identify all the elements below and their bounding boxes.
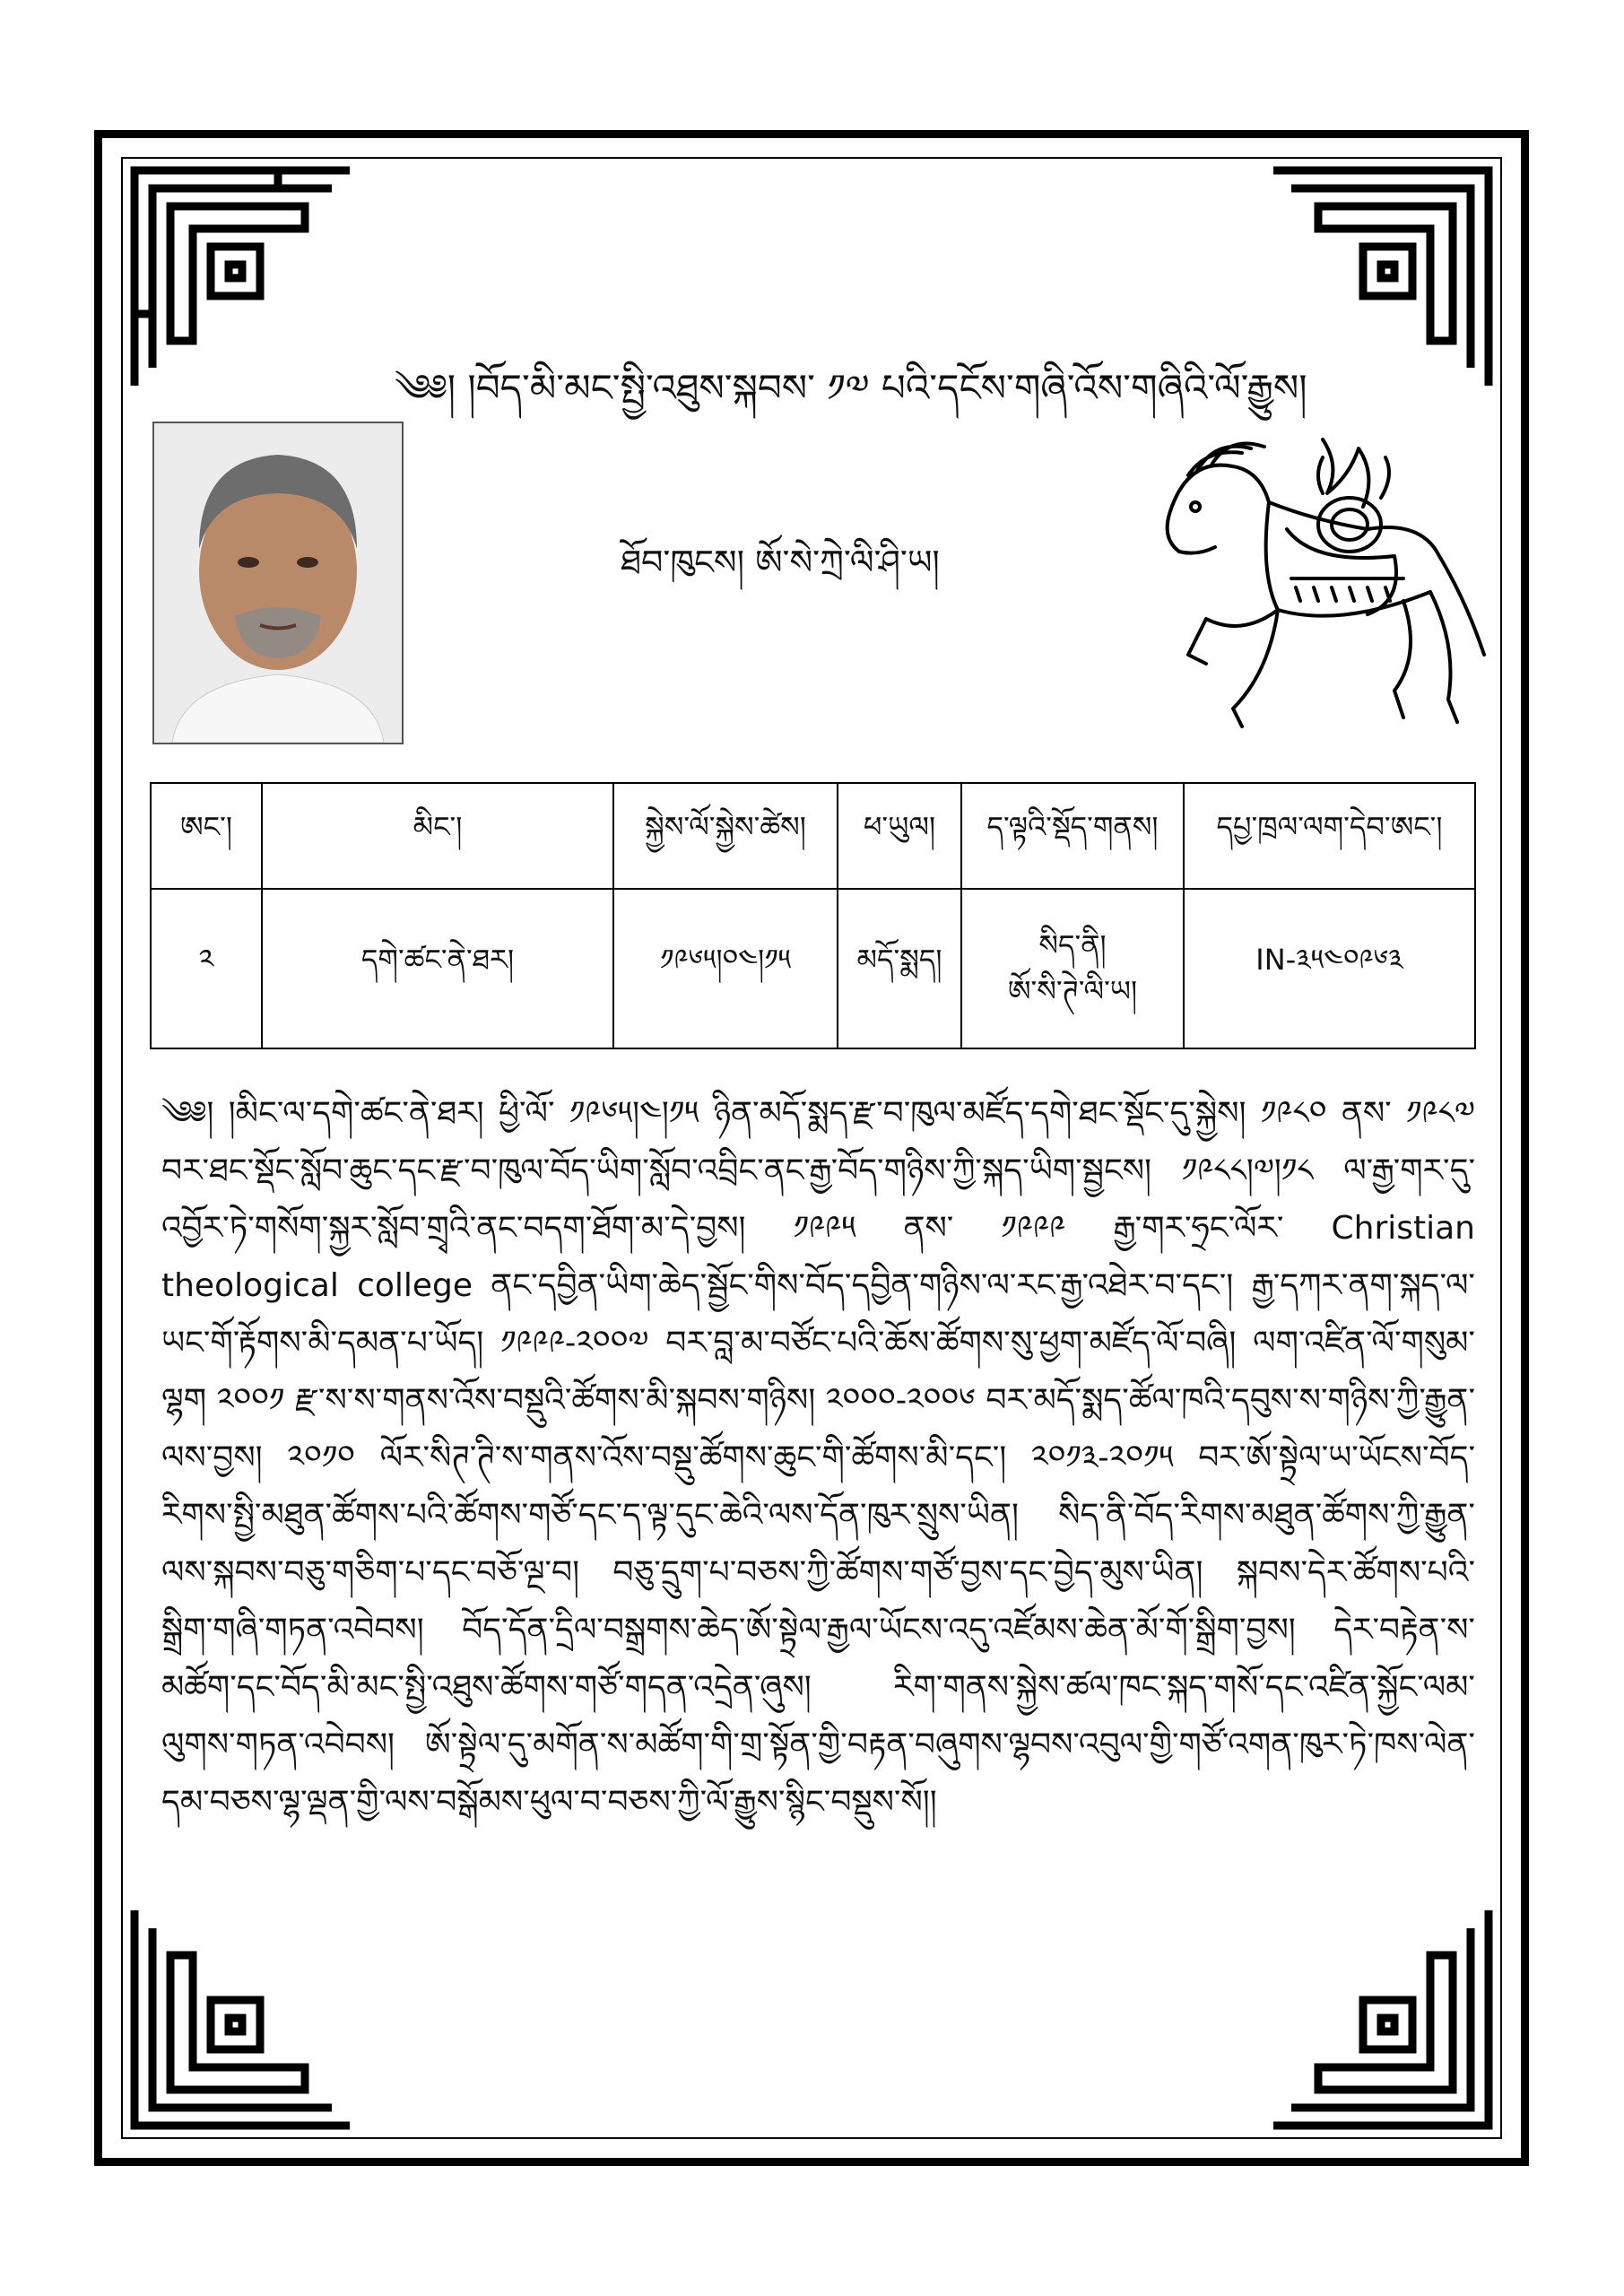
- candidate-photo: [152, 422, 404, 744]
- wind-horse-emblem: [1134, 422, 1493, 744]
- cell-residence: [961, 889, 1184, 1048]
- corner-ornament-bottom-right: [1264, 1901, 1498, 2135]
- biography-english-term: Christian theological college: [161, 1210, 1475, 1304]
- biography-text: [161, 1085, 1475, 1831]
- residence-country: ཨོ་སི་ཊེ་ལི་ཡ།: [1007, 974, 1138, 1008]
- cell-birthplace: མདོ་སྨད།: [838, 889, 961, 1048]
- constituency-line: ཐོབ་ཁུངས། ཨོ་སེ་ཀྲེ་ལི་ཤི་ཡ།: [621, 543, 940, 582]
- header-book-number: དཔྱ་ཁྲལ་ལག་དེབ་ཨང་།: [1184, 783, 1475, 889]
- cell-number: ༢: [151, 889, 262, 1048]
- biography-part-1: ༄༅། །མིང་ལ་དགེ་ཚང་ནེ་ཐར། ཕྱི་ལོ་ ༡༩༦༥།༤།༡༥ ཉིན་མདོ་སྨད་རྫ་བ་ཁུལ་མཛོད་དགེ་ཐང་སྡོང་དུ་སྐྱེས། ༡༩༨༠ ནས་ ༡༩༨༧ བར་ཐང་སྡོང་སློབ་ཆུང་དང་རྫ་བ་ཁུལ་བོད་ཡིག་སློབ་འབྲིང་ནང་རྒྱ་བོད་གཉིས་ཀྱི་སྐད་ཡིག་སྦྱངས། ༡༩༨༨།༧།༡༨ ལ་རྒྱ་གར་དུ་འབྱོར་ཏེ་གསོག་སྐྱར་སློབ་གྲྭའི་ནང་བདག་ཐོག་མ་དེ་བྱས། ༡༩༩༥ ནས་ ༡༩༩༩ རྒྱ་གར་ཧྲང་ལོར་: [161, 1095, 1475, 1247]
- header-birthplace: ཕ་ཡུལ།: [838, 783, 961, 889]
- header-birth-date: སྐྱེས་ལོ་སྐྱེས་ཚེས།: [613, 783, 838, 889]
- corner-ornament-top-left: [126, 161, 359, 395]
- cell-name: དགེ་ཚང་ནེ་ཐར།: [262, 889, 613, 1048]
- residence-city: སིད་ནི།: [1038, 927, 1107, 962]
- corner-ornament-bottom-left: [126, 1901, 359, 2135]
- cell-book-number: IN-༣༥༤༠༩༦༣: [1184, 889, 1475, 1048]
- corner-ornament-top-right: [1264, 161, 1498, 395]
- cell-birth-date: ༡༩༦༥།༠༤།༡༥: [613, 889, 838, 1048]
- candidate-info-table: [150, 782, 1476, 1049]
- biography-part-2: ནང་དབྱིན་ཡིག་ཆེད་སྦྱོང་གིས་བོད་དབྱིན་གཉིས་ལ་རང་རྒྱ་འཐེར་བ་དང་། རྒྱ་དཀར་ནག་སྐད་ལ་ཡང་གོ་རྟོགས་མི་དམན་པ་ཡོད། ༡༩༩༩-༢༠༠༧ བར་བླ་མ་བཙོང་པའི་ཆོས་ཚོགས་སུ་ཕྱག་མཛོད་ལོ་བཞི། ལག་འཛིན་ལོ་གསུམ་ལྷག ༢༠༠༡ རྫ་ས་ས་གནས་འོས་བསྡུའི་ཚོགས་མི་སྐབས་གཉིས། ༢༠༠༠-༢༠༠༦ བར་མདོ་སྨད་ཚོལ་ཁའི་དབུས་ས་གཉིས་ཀྱི་རྒྱུན་ལས་བྱས། ༢༠༡༠ ལོར་སིཊ་ཊི་ས་གནས་འོས་བསྡུ་ཚོགས་ཆུང་གི་ཚོགས་མི་དང་། ༢༠༡༣-༢༠༡༥ བར་ཨོ་སྟྲེལ་ཡ་ཡོངས་བོད་རིགས་སྤྱི་མཐུན་ཚོགས་པའི་ཚོགས་གཙོ་དང་ད་ལྟ་དུང་ཆེའི་ལས་དོན་ཁུར་སྲུས་ཡིན། སིད་ནི་བོད་རིགས་མཐུན་ཚོགས་ཀྱི་རྒྱུན་ལས་སྐབས་བཅུ་གཅིག་པ་དང་བཅོ་ལྔ་བ། བཅུ་དྲུག་པ་བཅས་ཀྱི་ཚོགས་གཙོ་བྱས་དང་བྱེད་མུས་ཡིན། སྐབས་དེར་ཚོགས་པའི་སྒྲིག་གཞི་གཏན་འབེབས། བོད་དོན་དྲིལ་བསྒྲགས་ཆེད་ཨོ་སྟྲེལ་རྒྱལ་ཡོངས་འདུ་འཛོམས་ཆེན་མོ་གོ་སྒྲིག་བྱས། དེར་བརྟེན་ས་མཚོག་དང་བོད་མི་མང་སྤྱི་འཐུས་ཚོགས་གཙོ་གདན་འདྲེན་ཞུས། རིག་གནས་སྐྱེས་ཚལ་ཁང་སྐད་གསོ་དང་འཛིན་སྐྱོང་ལམ་ལུགས་གཏན་འབེབས། ཨོ་སྟྲེལ་དུ་མགོན་ས་མཚོག་གི་གྲ་སྟོན་གྱི་བརྟན་བཞུགས་ལྷབས་འབུལ་གྱི་གཙོ་འགན་ཁུར་ཏེ་ཁས་ལེན་དམ་བཅས་ལྷ་ལྡན་གྱི་ལས་བསྒོམས་ཕུལ་བ་བཅས་ཀྱི་ལོ་རྒྱུས་སྙིང་བསྡུས་སོ།།: [161, 1267, 1475, 1821]
- header-number: ཨང་།: [151, 783, 262, 889]
- table-header-row: [151, 783, 1475, 889]
- header-name: མིང་།: [262, 783, 613, 889]
- header-residence: ད་ལྟའི་སྡོད་གནས།: [961, 783, 1184, 889]
- page-title: ༄༅། །བོད་མི་མང་སྤྱི་འཐུས་སྐབས་ ༡༧ པའི་དངོས་གཞི་འོས་གཞིའི་ལོ་རྒྱུས།: [395, 366, 1307, 410]
- table-row: [151, 889, 1475, 1048]
